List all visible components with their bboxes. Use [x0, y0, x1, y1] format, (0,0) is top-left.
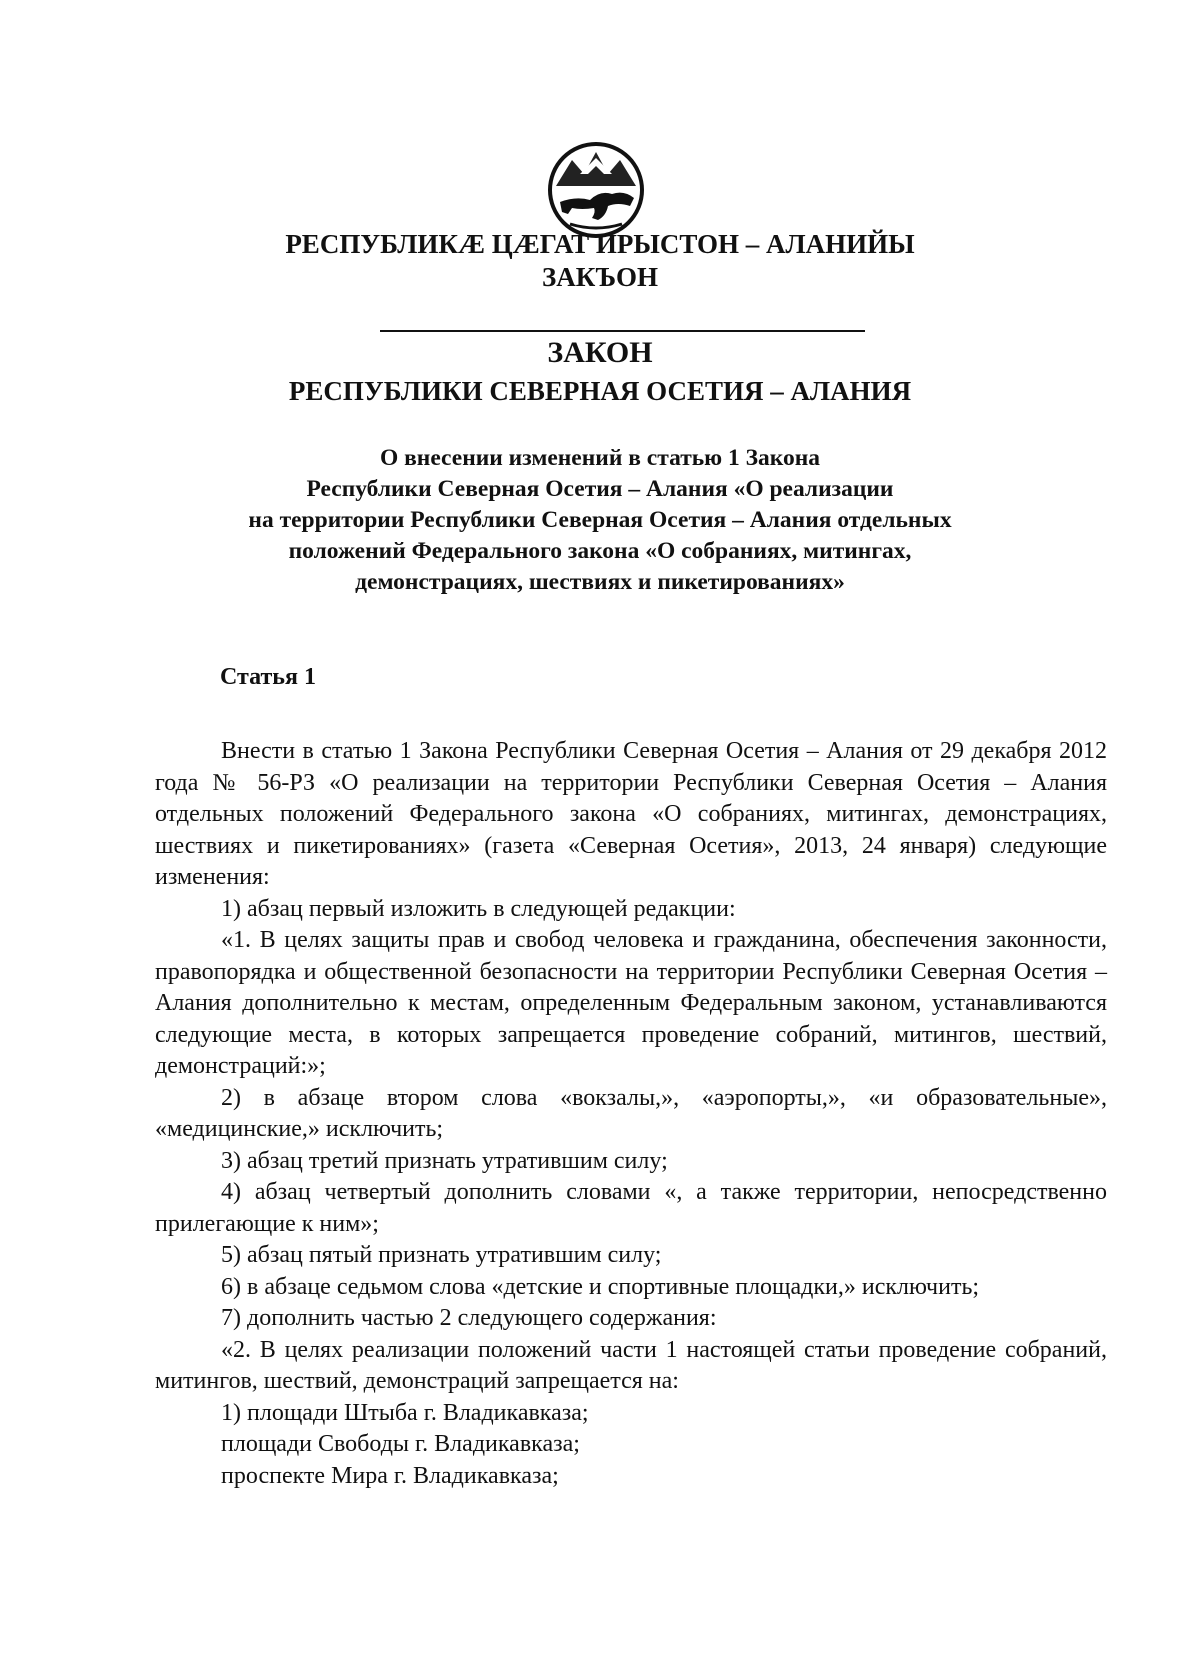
header-russian-line2: РЕСПУБЛИКИ СЕВЕРНАЯ ОСЕТИЯ – АЛАНИЯ	[288, 376, 912, 406]
header-russian-line1: ЗАКОН	[547, 336, 653, 369]
paragraph-quote-1: «1. В целях защиты прав и свобод человека и гражданина, обеспечения законности, правопорядка и общественной безопасности на территории Республики Северная Осетия – Алания дополнительно к местам, определенным Федеральным законом, устанавливаются следующие места, в которых запрещается проведение собраний, митингов, шествий, демонстраций:»;	[155, 927, 1107, 1079]
paragraph-item-5: 5) абзац пятый признать утратившим силу;	[221, 1242, 662, 1268]
header-ossetian-line2: ЗАКЪОН	[542, 262, 658, 292]
law-title-line4: положений Федерального закона «О собраниях, митингах,	[288, 538, 912, 564]
header-ossetian-line1: РЕСПУБЛИКÆ ЦÆГАТ ИРЫСТОН – АЛАНИЙЫ	[285, 229, 915, 259]
article-heading: Статья 1	[220, 664, 316, 690]
header-russian	[0, 333, 1200, 409]
paragraph-item-6: 6) в абзаце седьмом слова «детские и спортивные площадки,» исключить;	[221, 1273, 980, 1300]
law-title	[0, 443, 1200, 598]
paragraph-place-3: проспекте Мира г. Владикавказа;	[221, 1462, 559, 1489]
law-title-line2: Республики Северная Осетия – Алания «О реализации	[306, 476, 894, 502]
paragraph-place-2: площади Свободы г. Владикавказа;	[221, 1431, 580, 1457]
paragraph-item-7: 7) дополнить частью 2 следующего содержания:	[221, 1305, 717, 1331]
law-title-line3: на территории Республики Северная Осетия – Алания отдельных	[248, 507, 952, 533]
article-body	[155, 736, 1107, 1492]
header-ossetian	[0, 228, 1200, 294]
law-title-line1: О внесении изменений в статью 1 Закона	[379, 445, 821, 471]
paragraph-item-4: 4) абзац четвертый дополнить словами «, а также территории, непосредственно прилегающие к ним»;	[155, 1179, 1107, 1237]
header-divider	[380, 330, 865, 332]
paragraph-item-3: 3) абзац третий признать утратившим силу;	[221, 1147, 668, 1174]
paragraph-item-1: 1) абзац первый изложить в следующей редакции:	[221, 895, 736, 922]
law-title-line5: демонстрациях, шествиях и пикетированиях»	[355, 569, 845, 595]
paragraph-quote-2: «2. В целях реализации положений части 1 настоящей статьи проведение собраний, митингов, шествий, демонстраций запрещается на:	[155, 1336, 1107, 1394]
paragraph-item-2: 2) в абзаце втором слова «вокзалы,», «аэропорты,», «и образовательные», «медицинские,» исключить;	[155, 1084, 1107, 1142]
paragraph-intro: Внести в статью 1 Закона Республики Северная Осетия – Алания от 29 декабря 2012 года № 56-РЗ «О реализации на территории Республики Северная Осетия – Алания отдельных положений Федерального закона «О собраниях, митингах, демонстрациях, шествиях и пикетированиях» (газета «Северная Осетия», 2013, 24 января) следующие изменения:	[155, 738, 1107, 890]
paragraph-place-1: 1) площади Штыба г. Владикавказа;	[221, 1399, 589, 1426]
coat-of-arms-icon	[546, 140, 646, 240]
